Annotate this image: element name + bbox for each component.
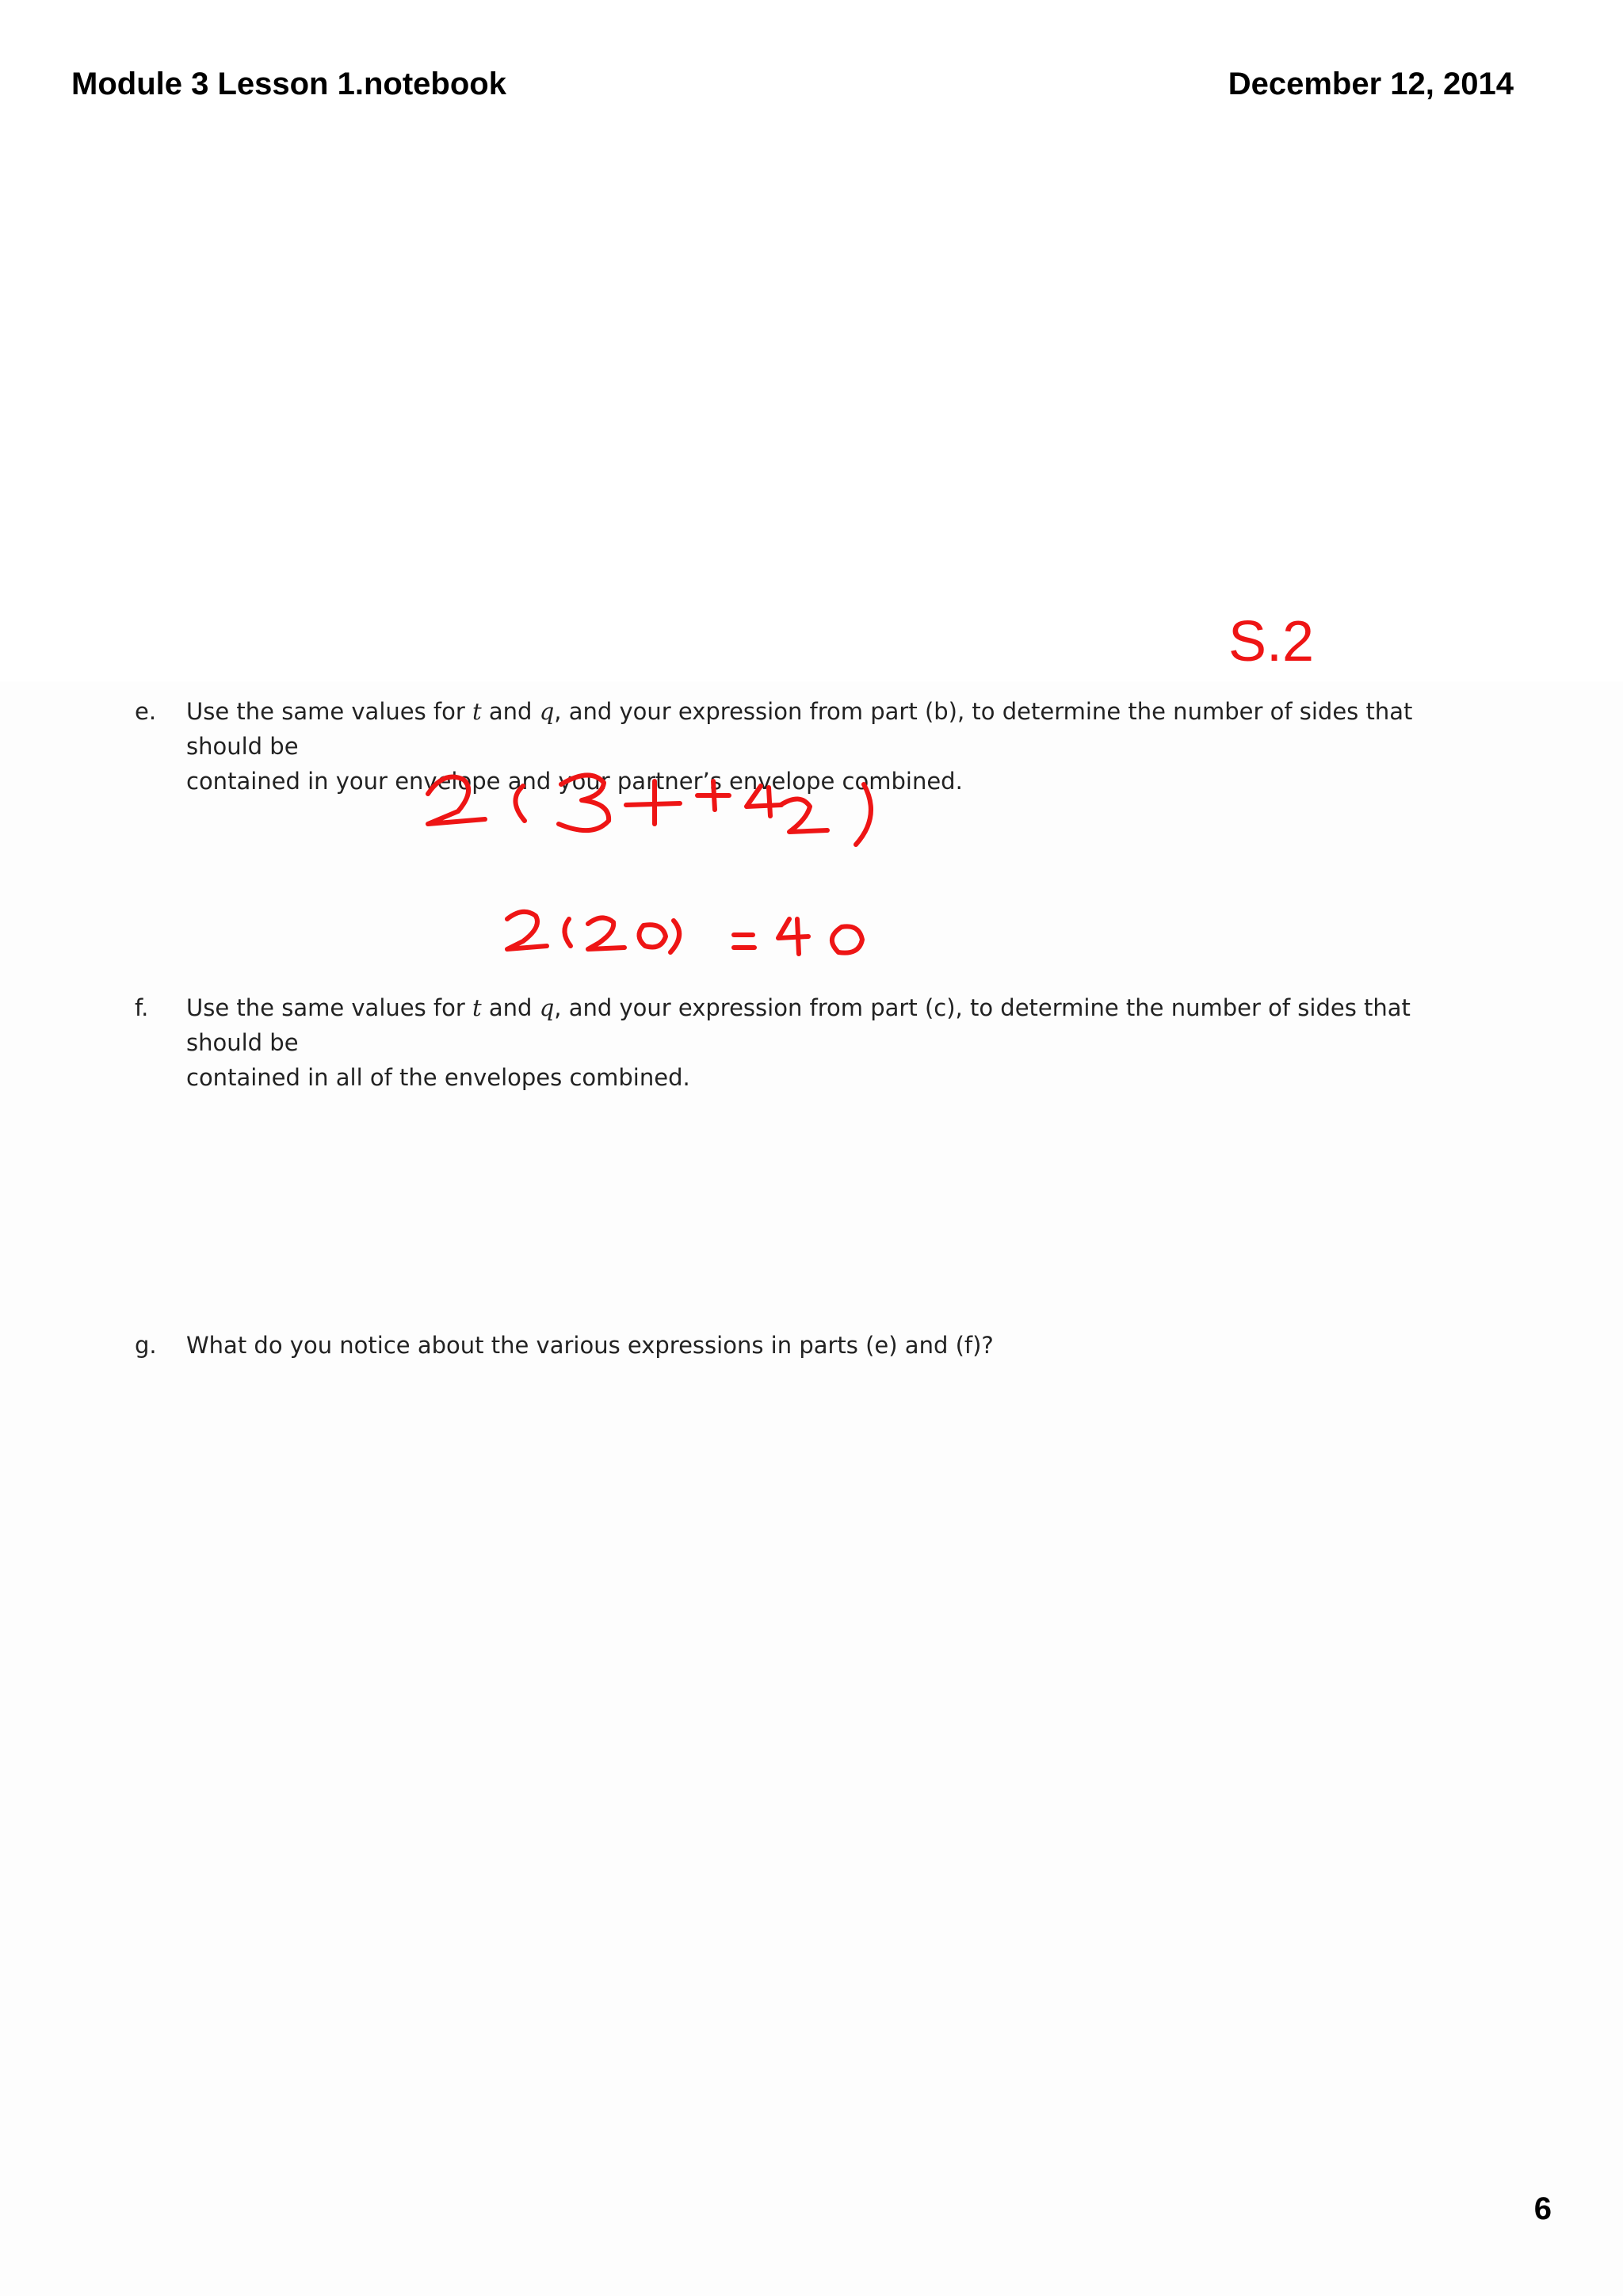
slide-label: S.2 (1228, 610, 1315, 673)
question-text (186, 990, 1494, 1095)
question-text-line2: contained in all of the envelopes combined. (186, 1064, 690, 1091)
question-text-part: and (481, 994, 540, 1021)
worksheet-area (0, 681, 1623, 2296)
question-text-line2: contained in your envelope and your partner’s envelope combined. (186, 768, 963, 795)
question-text (186, 694, 1494, 799)
question-text-part: Use the same values for (186, 994, 473, 1021)
variable-q: q (539, 698, 555, 725)
question-text-part: , and your expression from part (c), to determine the number of sides that should be (186, 994, 1411, 1056)
question-letter: f. (135, 994, 149, 1021)
notebook-title: Module 3 Lesson 1.notebook (71, 67, 506, 101)
question-text-part: , and your expression from part (b), to determine the number of sides that should be (186, 698, 1413, 760)
variable-t: t (472, 698, 482, 725)
page-number: 6 (1533, 2191, 1552, 2226)
page-date: December 12, 2014 (1228, 67, 1514, 101)
question-text-part: and (481, 698, 540, 725)
question-letter: g. (135, 1332, 157, 1359)
variable-q: q (539, 994, 555, 1021)
question-text-line1: What do you notice about the various expressions in parts (e) and (f)? (186, 1332, 994, 1359)
variable-t: t (472, 994, 482, 1021)
question-text-part: Use the same values for (186, 698, 473, 725)
question-text (186, 1328, 1494, 1363)
question-letter: e. (135, 698, 157, 725)
